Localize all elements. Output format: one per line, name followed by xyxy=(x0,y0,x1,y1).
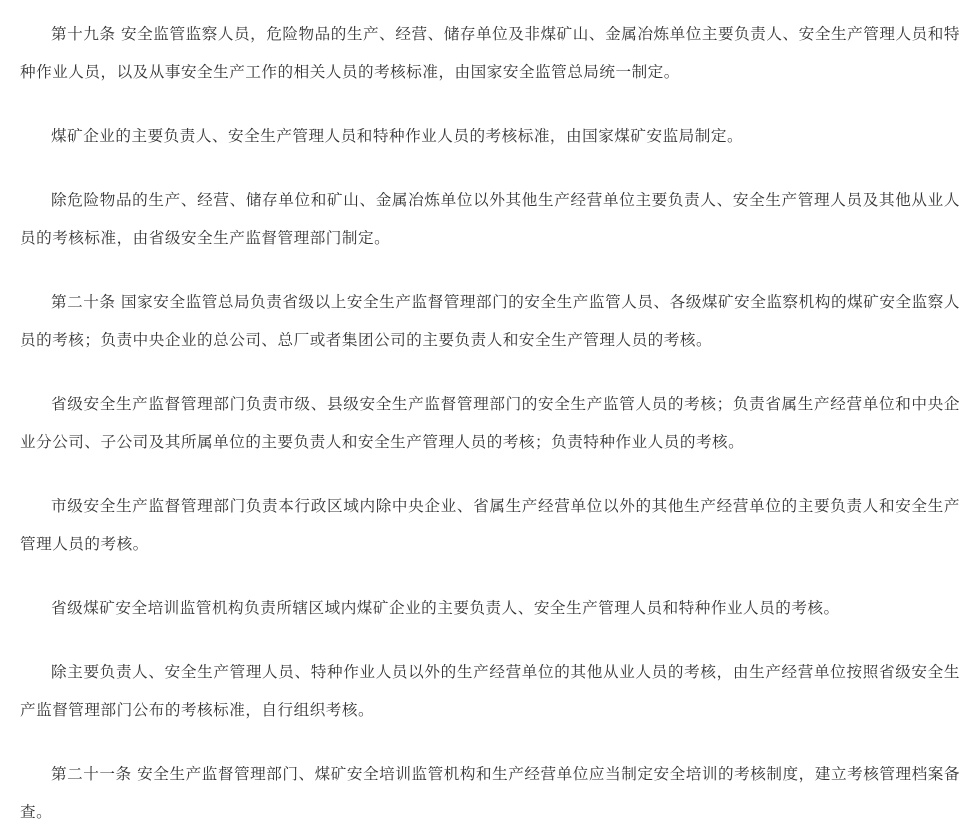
paragraph-article-20: 第二十条 国家安全监管总局负责省级以上安全生产监督管理部门的安全生产监管人员、各级煤矿安全监察机构的煤矿安全监察人员的考核；负责中央企业的总公司、总厂或者集团公司的主要负责人和安全生产管理人员的考核。 xyxy=(20,293,960,349)
paragraph-other-units-standard: 除危险物品的生产、经营、储存单位和矿山、金属冶炼单位以外其他生产经营单位主要负责人、安全生产管理人员及其他从业人员的考核标准，由省级安全生产监督管理部门制定。 xyxy=(20,191,960,247)
paragraph-coal-standard: 煤矿企业的主要负责人、安全生产管理人员和特种作业人员的考核标准，由国家煤矿安监局制定。 xyxy=(51,127,744,145)
paragraph-article-19: 第十九条 安全监管监察人员，危险物品的生产、经营、储存单位及非煤矿山、金属冶炼单位主要负责人、安全生产管理人员和特种作业人员，以及从事安全生产工作的相关人员的考核标准，由国家安全监管总局统一制定。 xyxy=(20,25,960,81)
paragraph-municipal-duty: 市级安全生产监督管理部门负责本行政区域内除中央企业、省属生产经营单位以外的其他生产经营单位的主要负责人和安全生产管理人员的考核。 xyxy=(20,497,960,553)
paragraph-other-staff-assessment: 除主要负责人、安全生产管理人员、特种作业人员以外的生产经营单位的其他从业人员的考核，由生产经营单位按照省级安全生产监督管理部门公布的考核标准，自行组织考核。 xyxy=(20,663,960,719)
paragraph-article-21: 第二十一条 安全生产监督管理部门、煤矿安全培训监管机构和生产经营单位应当制定安全培训的考核制度，建立考核管理档案备查。 xyxy=(20,765,960,821)
document-body xyxy=(20,0,960,831)
paragraph-coal-training-duty: 省级煤矿安全培训监管机构负责所辖区域内煤矿企业的主要负责人、安全生产管理人员和特种作业人员的考核。 xyxy=(51,599,840,617)
paragraph-provincial-duty: 省级安全生产监督管理部门负责市级、县级安全生产监督管理部门的安全生产监管人员的考核；负责省属生产经营单位和中央企业分公司、子公司及其所属单位的主要负责人和安全生产管理人员的考核；负责特种作业人员的考核。 xyxy=(20,395,960,451)
